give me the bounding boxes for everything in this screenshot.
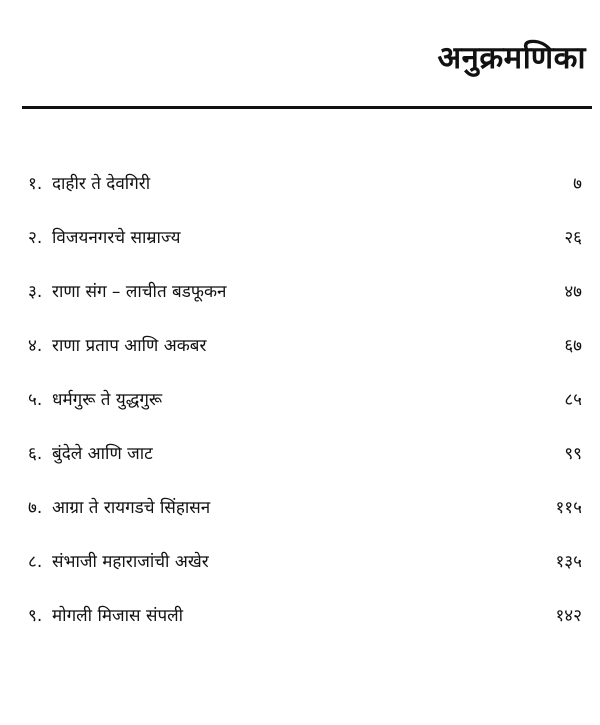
entry-title: बुंदेले आणि जाट xyxy=(52,444,153,464)
entry-title: मोगली मिजास संपली xyxy=(52,606,184,626)
entry-title: विजयनगरचे साम्राज्य xyxy=(52,228,181,248)
entry-page-number: ११५ xyxy=(555,498,582,518)
entry-page-number: ६७ xyxy=(564,336,582,356)
entry-page-number: ८५ xyxy=(564,390,582,410)
entry-page-number: २६ xyxy=(564,228,582,248)
entry-page-number: ४७ xyxy=(564,282,582,302)
entry-number: ९. xyxy=(28,606,43,626)
entry-title: दाहीर ते देवगिरी xyxy=(52,174,151,194)
entry-number: ८. xyxy=(28,552,43,572)
entry-number: २. xyxy=(28,228,43,248)
toc-entry-6 xyxy=(0,436,600,472)
entry-title: राणा संग – लाचीत बडफूकन xyxy=(52,282,227,302)
entry-number: ३. xyxy=(28,282,43,302)
toc-entry-3 xyxy=(0,274,600,310)
entry-number: १. xyxy=(28,174,43,194)
entry-number: ५. xyxy=(28,390,43,410)
entry-page-number: ७ xyxy=(573,174,582,194)
toc-entry-1 xyxy=(0,166,600,202)
entry-page-number: ९९ xyxy=(564,444,582,464)
toc-entry-2 xyxy=(0,220,600,256)
toc-entry-7 xyxy=(0,490,600,526)
entry-title: राणा प्रताप आणि अकबर xyxy=(52,336,207,356)
entry-number: ४. xyxy=(28,336,43,356)
entry-number: ६. xyxy=(28,444,43,464)
entry-title: आग्रा ते रायगडचे सिंहासन xyxy=(52,498,211,518)
entry-page-number: १४२ xyxy=(555,606,582,626)
toc-entry-8 xyxy=(0,544,600,580)
toc-entry-4 xyxy=(0,328,600,364)
entry-title: संभाजी महाराजांची अखेर xyxy=(52,552,209,572)
toc-entry-5 xyxy=(0,382,600,418)
entry-number: ७. xyxy=(28,498,43,518)
entry-title: धर्मगुरू ते युद्धगुरू xyxy=(52,390,163,410)
toc-entry-9 xyxy=(0,598,600,634)
page-title: अनुक्रमणिका xyxy=(437,40,586,76)
entry-page-number: १३५ xyxy=(555,552,582,572)
